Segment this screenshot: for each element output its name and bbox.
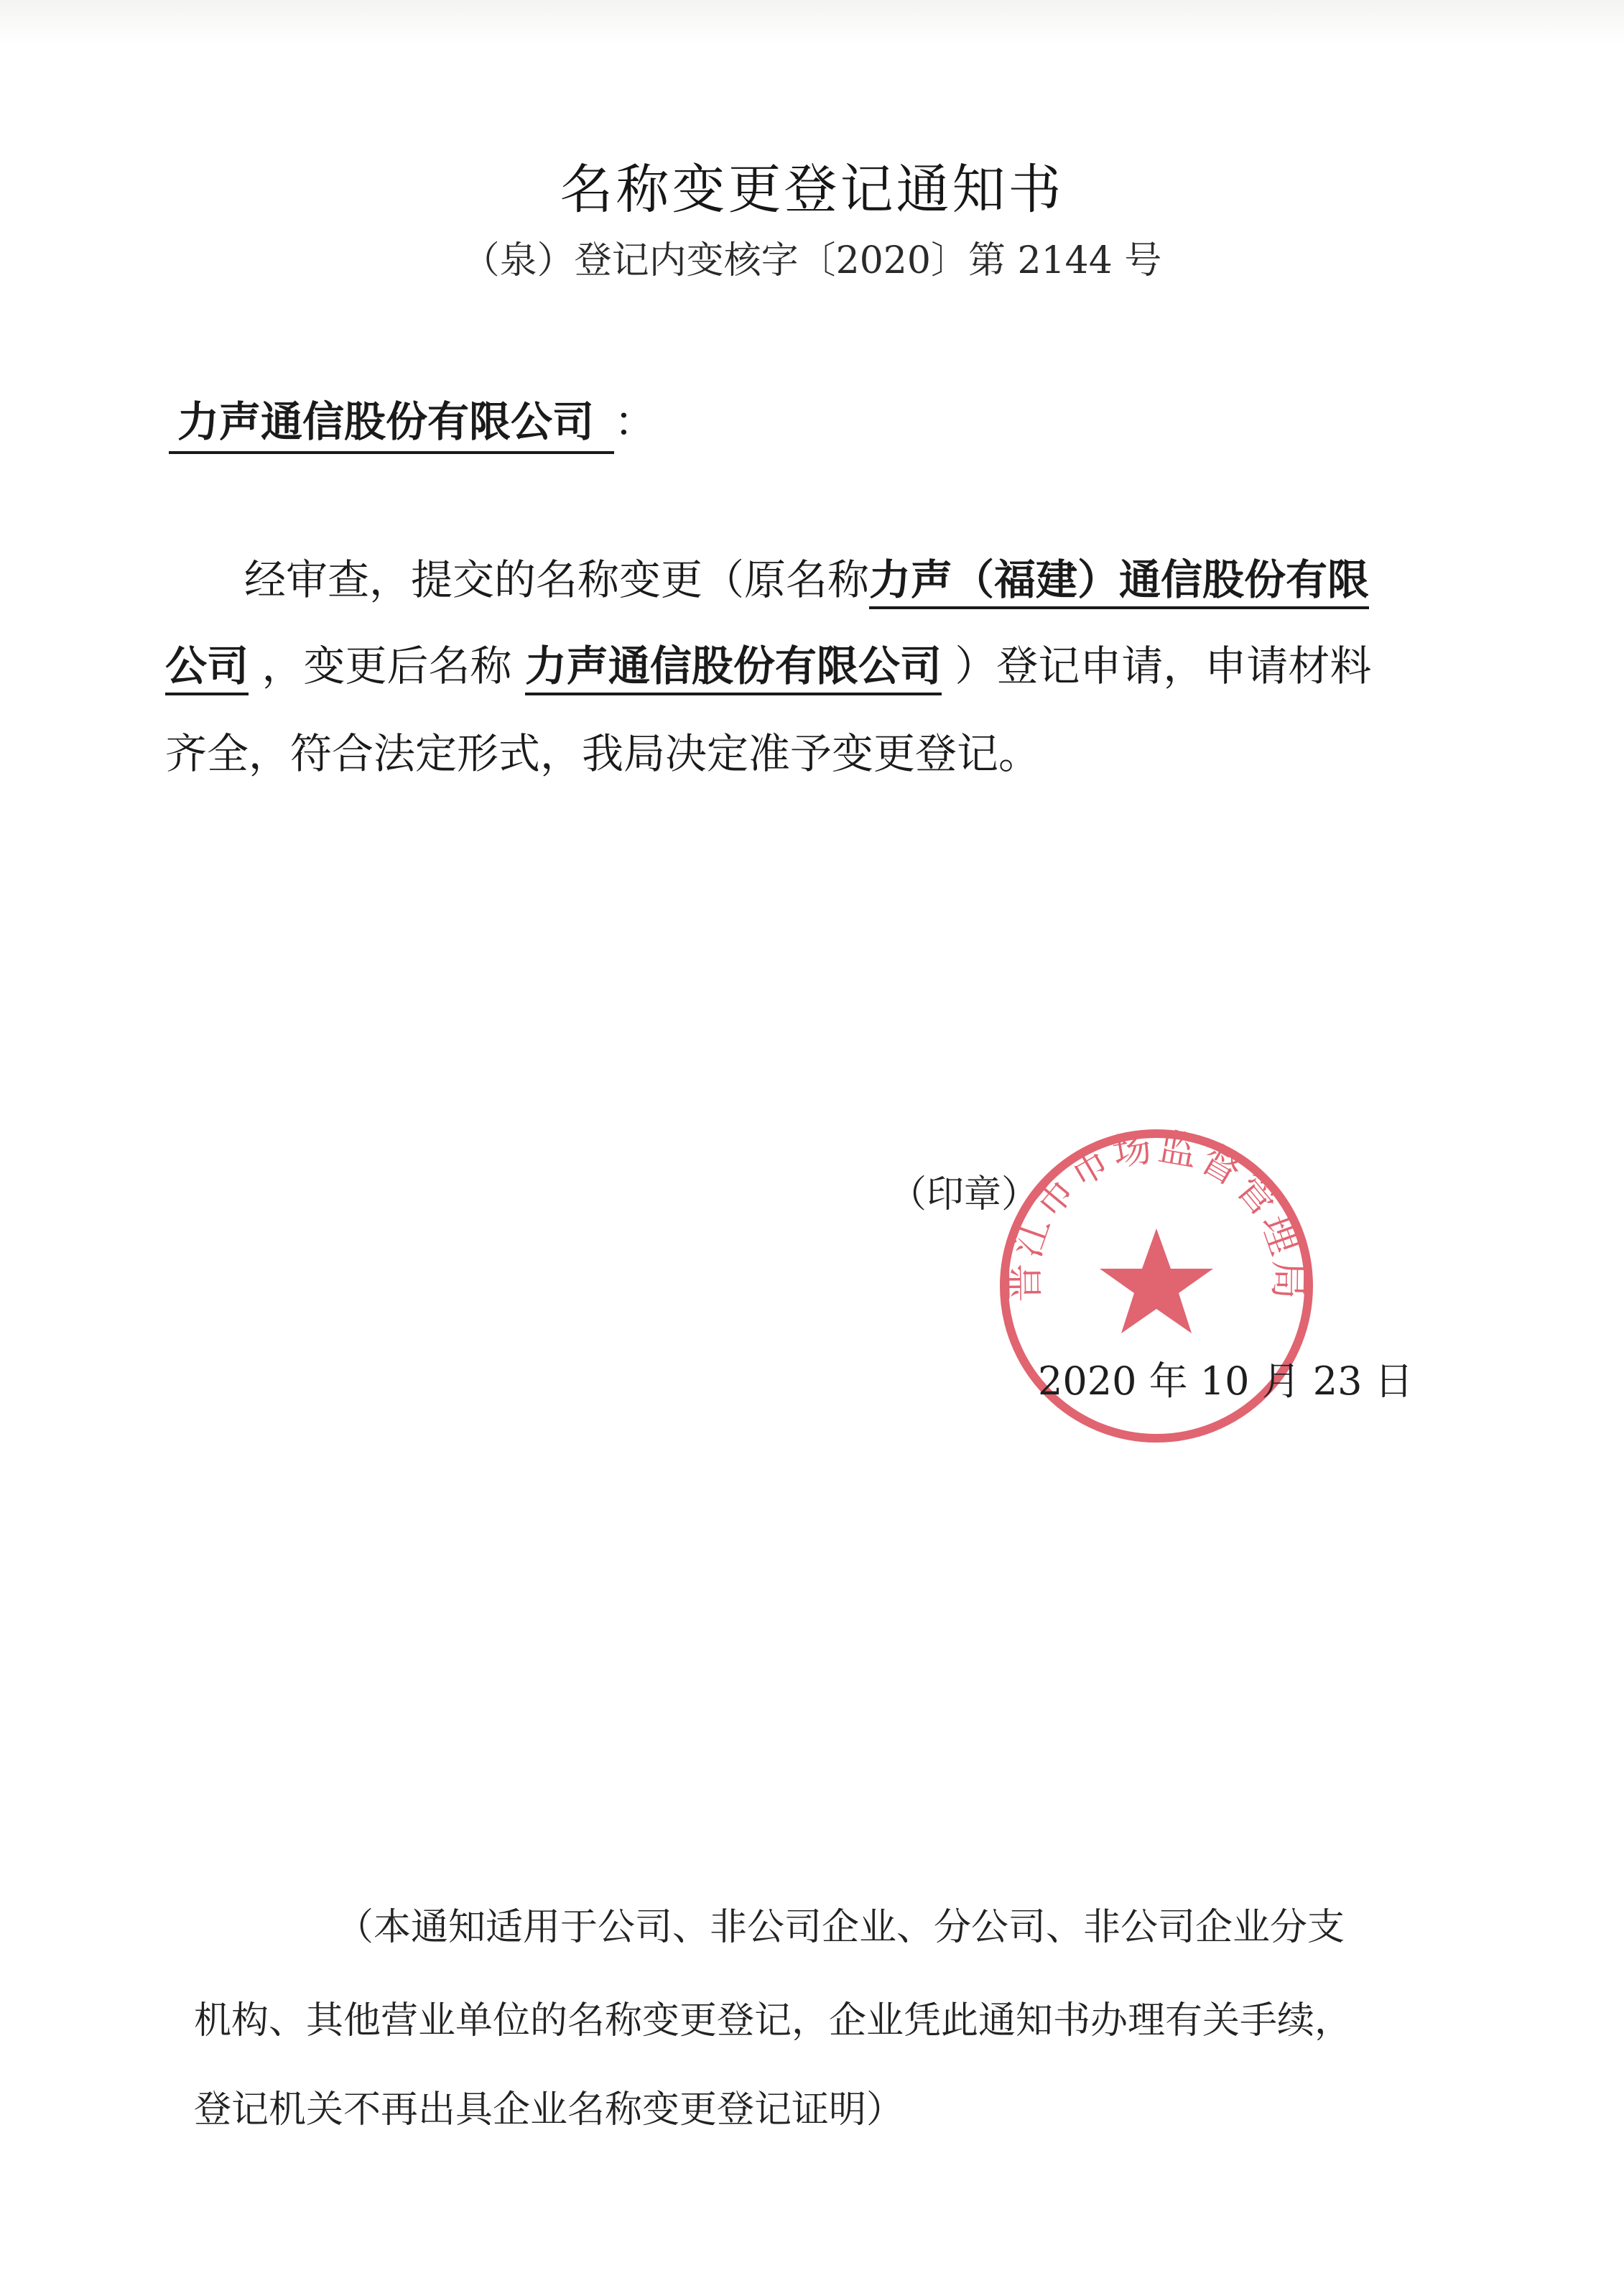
- body-line-2-mid: ，变更后名称: [261, 642, 512, 690]
- old-name-part-1: 力声（福建）通信股份有限: [869, 555, 1369, 609]
- body-line-3: 齐全，符合法定形式，我局决定准予变更登记。: [165, 729, 1041, 778]
- document-title: 名称变更登记通知书: [560, 159, 1064, 221]
- seal-text: 晋江市市场监督管理局: [1001, 1124, 1312, 1302]
- body-line-2: [165, 632, 1371, 693]
- document-number: （泉）登记内变核字〔2020〕第 2144 号: [462, 239, 1162, 282]
- footnote-line-1: （本通知适用于公司、非公司企业、分公司、非公司企业分支: [336, 1906, 1345, 1949]
- addressee-colon: ：: [614, 397, 656, 446]
- new-name: 力声通信股份有限公司: [525, 642, 942, 695]
- addressee-line: [169, 388, 656, 454]
- issue-date: 2020 年 10 月 23 日: [1038, 1358, 1414, 1404]
- seal-star-icon: [1100, 1228, 1213, 1333]
- footnote-line-2: 机构、其他营业单位的名称变更登记，企业凭此通知书办理有关手续，: [194, 1999, 1352, 2042]
- old-name-part-2: 公司: [165, 642, 249, 695]
- body-line-2-suffix: ）登记申请，申请材料: [955, 642, 1372, 690]
- body-line-1: [244, 546, 1369, 606]
- body-line-1-prefix: 经审查，提交的名称变更（原名称: [244, 555, 870, 604]
- addressee-company: 力声通信股份有限公司: [169, 388, 614, 454]
- footnote-line-3: 登记机关不再出具企业名称变更登记证明）: [194, 2088, 904, 2131]
- seal-note: （印章）: [889, 1173, 1039, 1216]
